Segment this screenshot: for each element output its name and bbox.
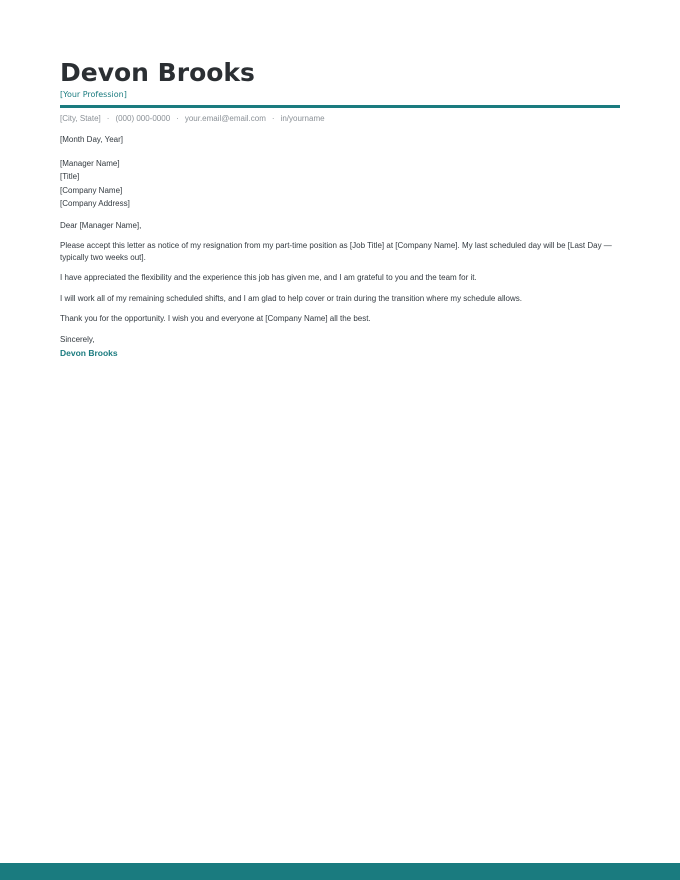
resignation-letter (60, 58, 620, 359)
recipient-company-address: [Company Address] (60, 199, 130, 208)
sender-name: Devon Brooks (60, 58, 255, 87)
contact-location: [City, State] (60, 114, 101, 123)
contact-linkedin: in/yourname (280, 114, 325, 123)
body-paragraph: I will work all of my remaining scheduled shifts, and I am glad to help cover or train during the transition where my schedule allows. (60, 293, 522, 303)
salutation: Dear [Manager Name], (60, 220, 142, 230)
recipient-company-name: [Company Name] (60, 185, 123, 195)
contact-separator: · (106, 114, 110, 123)
recipient-block (60, 157, 620, 211)
signature-name: Devon Brooks (60, 348, 118, 358)
body-paragraph: Please accept this letter as notice of my resignation from my part-time position as [Job Title] at [Company Name]. My last scheduled day will be [Last Day — typically two weeks out]. (60, 241, 612, 262)
contact-separator: · (271, 114, 275, 123)
header-divider (60, 105, 620, 108)
contact-line (60, 113, 620, 124)
contact-email: your.email@email.com (184, 114, 266, 123)
sender-profession: [Your Profession] (60, 90, 127, 99)
body-paragraph: I have appreciated the flexibility and the experience this job has given me, and I am grateful to you and the team for it. (60, 273, 477, 282)
contact-separator: · (176, 114, 179, 123)
footer-bar (0, 863, 680, 880)
recipient-manager-name: [Manager Name] (60, 158, 120, 168)
contact-phone: (000) 000-0000 (115, 114, 171, 123)
body-paragraph: Thank you for the opportunity. I wish you and everyone at [Company Name] all the best. (60, 314, 371, 323)
closing: Sincerely, (60, 334, 95, 344)
recipient-title: [Title] (60, 172, 80, 181)
letter-date: [Month Day, Year] (60, 135, 123, 144)
